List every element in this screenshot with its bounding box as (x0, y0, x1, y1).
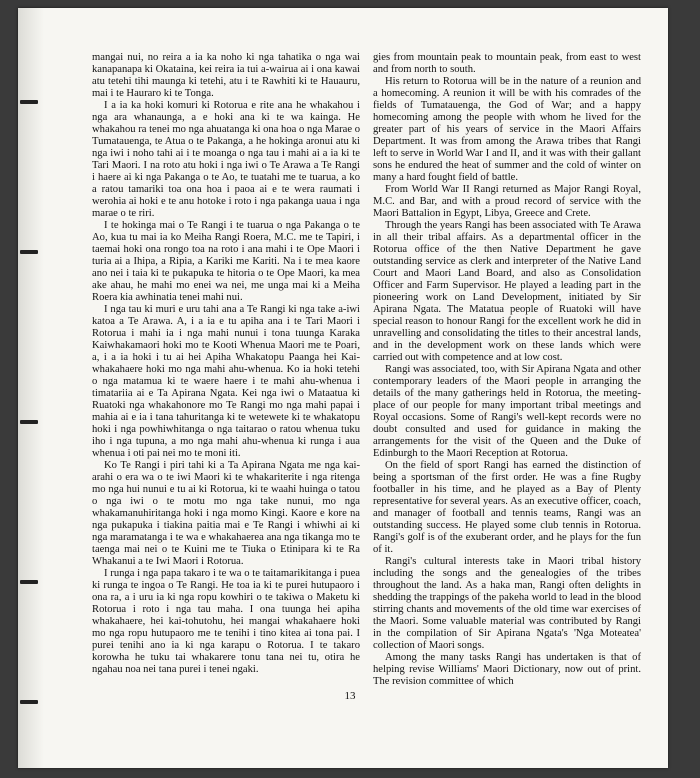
paragraph: On the field of sport Rangi has earned the distinction of being a sportsman of the first order. He was a fine Rugby footballer in his time, and he played as a Bay of Plenty representative for several years. As an executive officer, coach, and manager of football and tennis teams, Rangi was an outstanding success. He played some club tennis in Rotorua. Rangi's golf is of the exuberant order, and he plays for the fun of it. (373, 460, 641, 555)
paragraph: gies from mountain peak to mountain peak, from east to west and from north to south. (373, 52, 641, 75)
binding-stitch (20, 420, 38, 424)
page-number: 13 (344, 690, 356, 702)
binding-stitch (20, 580, 38, 584)
paragraph: Rangi's cultural interests take in Maori tribal history including the songs and the genealogies of the tribes throughout the land. As a haka man, Rangi often delights in shedding the trappings of the pakeha world to lead in the blood stirring chants and movements of the old time war exercises of the Maori. Some valuable material was contributed by Rangi in the compilation of Sir Apirana Ngata's 'Nga Moteatea' collection of Maori songs. (373, 556, 641, 651)
paragraph: Rangi was associated, too, with Sir Apirana Ngata and other contemporary leaders of the Maori people in arranging the details of the many gatherings held in Rotorua, the meeting-place of our people for many important tribal meetings and Royal occasions. Some of Rangi's well-kept records were no doubt consulted and used for guidance in making the arrangements for the visit of the Queen and the Duke of Edinburgh to the Maori Reception at Rotorua. (373, 364, 641, 459)
binding-stitch (20, 100, 38, 104)
paragraph: From World War II Rangi returned as Major Rangi Royal, M.C. and Bar, and with a proud record of service with the Maori Battalion in Egypt, Libya, Greece and Crete. (373, 184, 641, 219)
page-binding (18, 8, 44, 768)
paragraph: I te hokinga mai o Te Rangi i te tuarua o nga Pakanga o te Ao, kua tu mai ia ko Meiha Rangi Roera, M.C. me te Tapiri, i taemai hoki ona rongo toa na roto i ana mahi i te Ope Maori i turia ai a Ihipa, a Ripia, a Kariki me Kariti. Na i te mea kaore ano nei i taia ki te pukapuka te hitoria o te Ope Maori, ka mea ake ahau, he mahi mo enei wa nei, me unga mai ki a Meiha Roera kia awhinatia tenei mahi nui. (92, 220, 360, 303)
paragraph: mangai nui, no reira a ia ka noho ki nga tahatika o nga wai kanapanapa ki Okataina, kei reira ia tui a-wairua ai i ona kawai atu tetehi tihi maunga ki tetehi, atu i te Rawhiti ki te Hauauru, mai i te Hauraro ki te Tonga. (92, 52, 360, 99)
paragraph: I runga i nga papa takaro i te wa o te taitamarikitanga i puea ki runga te ingoa o Te Rangi. He toa ia ki te purei hutupaoro i ona ra, a i uru ia ki nga ropu kowhiri o te takiwa o Maketu ki Rotorua i roto i nga tau maha. I ona tuunga hei apiha whakahaere, hei kai-tohutohu, hei mangai whakahaere hoki mo nga ropu hutupaoro me te tenihi i tino kitea ai tona pai. I purei tenihi ano ia ki nga karapu o Rotorua. I te takaro korowha he tuku tai whakarere tonu tana nei tu, otira he ngahau noa nei tana purei i tenei ngaki. (92, 568, 360, 675)
paragraph: Through the years Rangi has been associated with Te Arawa in all their tribal affairs. As a departmental officer in the Rotorua office of the then Native Department he gave outstanding service as clerk and interpreter of the Native Land Court and Maori Land Board, and also as Consolidation Officer and Farm Supervisor. He played a leading part in the pioneering work on Land Development, initiated by Sir Apirana Ngata. The Matatua people of Ruatoki will have special reason to honour Rangi for the excellent work he did in unravelling and consolidating the titles to their ancestral lands, and in the development work on these lands which were carried out with competence and at low cost. (373, 220, 641, 363)
paragraph: I nga tau ki muri e uru tahi ana a Te Rangi ki nga take a-iwi katoa a Te Arawa. A, i a ia e tu apiha ana i te Tari Maori i Rotorua i mahi ia i nga mahi nunui i tona tuunga Karaka Kaiwhakamaori hoki mo te Kooti Whenua Maori me te Poari, a, i a ia hoki i tu ai hei Apiha Whakatopu Paanga hei Kai-whakahaere hoki mo nga mahi ahu-whenua. Ko ia hoki tetehi o nga matamua ki te waere haere i te mahi ahu-whenua i timatariia ai e Ta Apirana Ngata. Kei nga iwi o Mataatua ki Ruatoki nga whakahonore mo Te Rangi mo nga mahi papai i mahia ai e ia i tana tahuritanga ki te wetewete ki te whakatopu hoki i nga powhiwhitanga o nga taitarao o ratou whenua tuku iho i nga tupuna, a mo nga mahi ahu-whenua ki runga i aua whenua i oti pai nei mo te moni iti. (92, 304, 360, 459)
english-text-column (373, 52, 641, 688)
paragraph: Ko Te Rangi i piri tahi ki a Ta Apirana Ngata me nga kai-arahi o era wa o te iwi Maori ki te whakariterite i nga ritenga mo nga hui nunui e tu ai ki Rotorua, ki te waahi huinga o tatou o nga iwi o te motu mo nga take nunui, mo nga whakamanuhiritanga hoki i nga momo Kingi. Kaore e kore na nga pukapuka i tiakina paitia mai e Te Rangi i whiwhi ai ki nga maramatanga i te wa e whakahaerea ana nga tikanga mo te taenga mai nei o te Kuini me te Tiuka o Etinipara ki te Ra Whakanui a te Iwi Maori i Rotorua. (92, 460, 360, 567)
paragraph: I a ia ka hoki komuri ki Rotorua e rite ana he whakahou i nga ara whanaunga, a e hoki ana ki te wa kainga. He whakahou ra tenei mo nga ahuatanga ki ona hoa o nga Marae o Tumatauenga, te Atua o te Pakanga, a he hokinga aronui atu ki nga iwi i noho tahi ai i te moanga o nga tau i mahi ai a ia ki te Tari Maori. I na roto atu hoki i nga iwi o Te Arawa a Te Rangi i haere ai ki nga Pakanga o te Ao, te tuatahi me te tuarua, a ko a ratou tamariki toa ona hoa i paoa ai e te wera raumati i werohia ai hoki e te anu hotoke i roto i nga pakanga uaua i nga marae o te riri. (92, 100, 360, 219)
paragraph: Among the many tasks Rangi has undertaken is that of helping revise Williams' Maori Dictionary, now out of print. The revision committee of which (373, 652, 641, 687)
maori-text-column (92, 52, 360, 676)
paragraph: His return to Rotorua will be in the nature of a reunion and a homecoming. A reunion it will be with his comrades of the fields of Tumatauenga, the God of War; and a happy homecoming among the people with whom he lived for the greater part of his years of service in the Maori Affairs Department. It was from among the Arawa tribes that Rangi left to serve in World War I and II, and it was with their gallant sons he endured the heat of summer and the cold of winter on many a hard fought field of battle. (373, 76, 641, 183)
binding-stitch (20, 250, 38, 254)
